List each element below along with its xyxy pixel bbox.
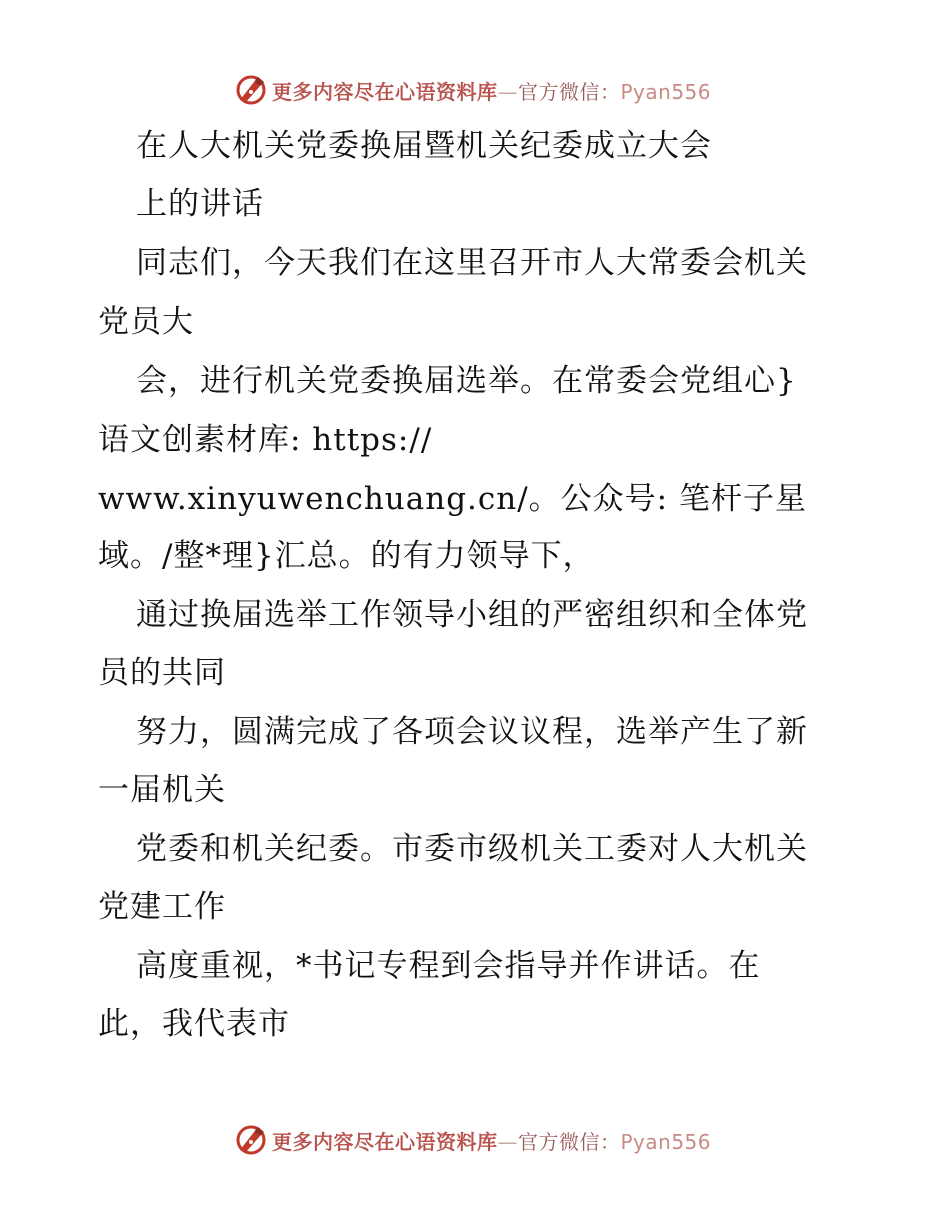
header-wechat-id: Pyan556 xyxy=(620,79,712,104)
body-line: 语文创素材库: https:// xyxy=(98,422,433,458)
title-line-2: 上的讲话 xyxy=(136,186,264,222)
body-line: 党委和机关纪委。市委市级机关工委对人大机关 xyxy=(136,831,808,867)
body-line: 同志们，今天我们在这里召开市人大常委会机关 xyxy=(136,245,808,281)
body-line: 一届机关 xyxy=(98,772,226,808)
body-line: 会，进行机关党委换届选举。在常委会党组心} xyxy=(136,363,797,399)
body-line: 此，我代表市 xyxy=(98,1006,290,1042)
footer-contact-label: 官方微信： xyxy=(518,1129,621,1154)
body-line: 努力，圆满完成了各项会议议程，选举产生了新 xyxy=(136,714,808,750)
footer-tagline: 更多内容尽在心语资料库 xyxy=(272,1129,498,1154)
footer-banner xyxy=(234,1122,711,1158)
footer-wechat-id: Pyan556 xyxy=(620,1129,712,1154)
header-banner xyxy=(234,72,711,108)
body-line: 员的共同 xyxy=(98,655,226,691)
body-line: 通过换届选举工作领导小组的严密组织和全体党 xyxy=(136,597,808,633)
body-line: 党员大 xyxy=(98,304,194,340)
pen-nib-logo-icon xyxy=(234,73,268,107)
body-line: 党建工作 xyxy=(98,889,226,925)
body-line: 高度重视，*书记专程到会指导并作讲话。在 xyxy=(136,948,761,984)
body-line: www.xinyuwenchuang.cn/。公众号: 笔杆子星 xyxy=(98,481,807,517)
header-separator: — xyxy=(497,79,518,104)
title-line-1: 在人大机关党委换届暨机关纪委成立大会 xyxy=(136,128,712,164)
body-line: 域。/整*理}汇总。的有力领导下， xyxy=(98,538,595,574)
footer-banner-text xyxy=(272,1126,711,1155)
header-tagline: 更多内容尽在心语资料库 xyxy=(272,79,498,104)
header-contact-label: 官方微信： xyxy=(518,79,621,104)
header-banner-text xyxy=(272,76,711,105)
footer-separator: — xyxy=(497,1129,518,1154)
pen-nib-logo-icon xyxy=(234,1123,268,1157)
